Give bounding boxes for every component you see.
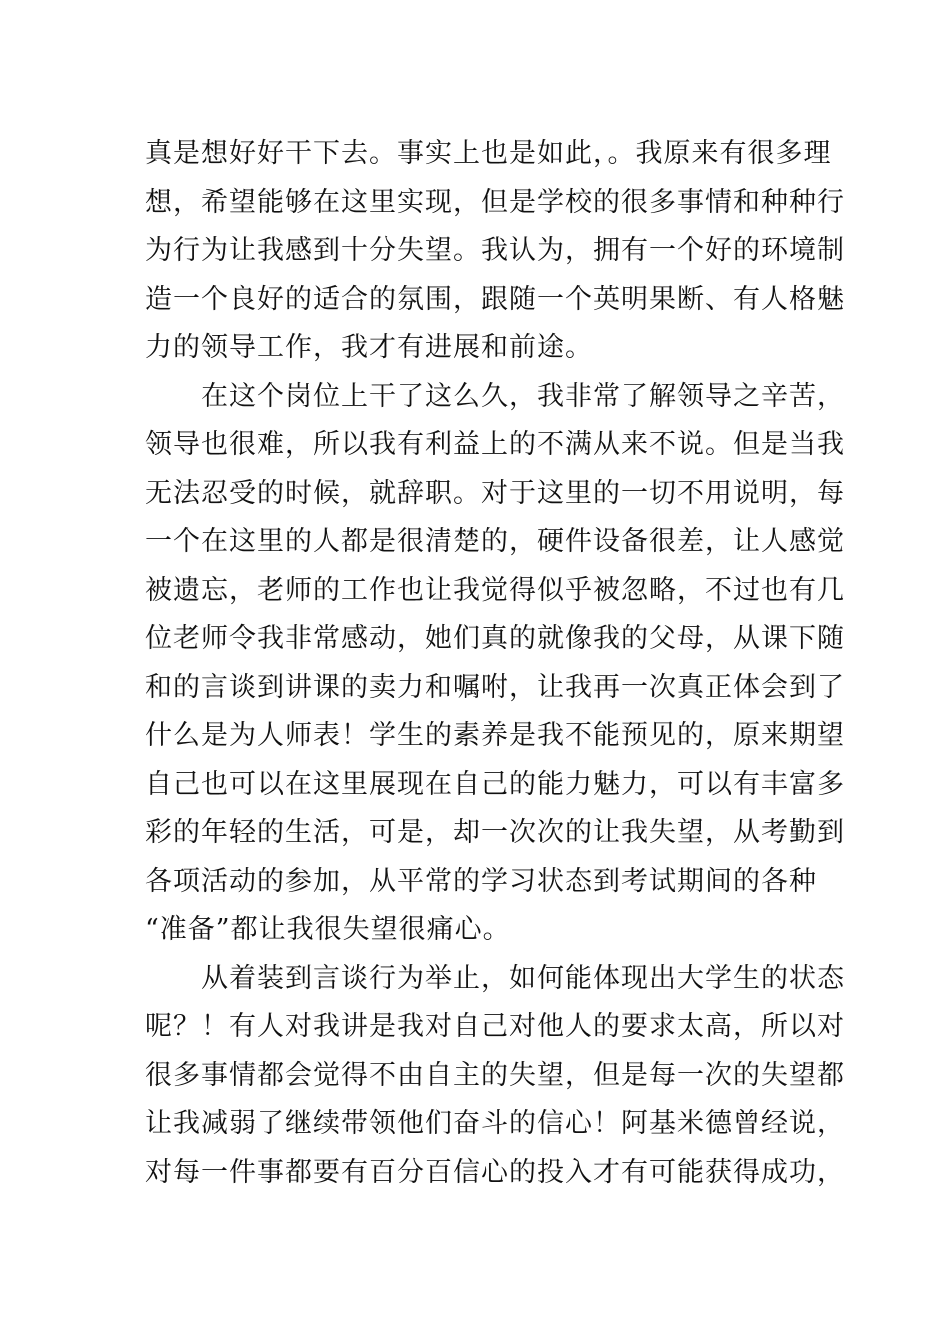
text-line: 被遗忘，老师的工作也让我觉得似乎被忽略，不过也有几: [145, 574, 845, 606]
text-line: 对每一件事都要有百分百信心的投入才有可能获得成功，: [145, 1156, 845, 1188]
text-line: 一个在这里的人都是很清楚的，硬件设备很差，让人感觉: [145, 526, 845, 557]
text-line: 什么是为人师表！学生的素养是我不能预见的，原来期望: [145, 720, 845, 751]
text-line: 很多事情都会觉得不由自主的失望，但是每一次的失望都: [145, 1059, 845, 1091]
document-body: [145, 130, 845, 1197]
text-line: “准备”都让我很失望很痛心。: [145, 914, 511, 945]
text-line: 彩的年轻的生活，可是，却一次次的让我失望，从考勤到: [145, 817, 845, 848]
text-line: 为行为让我感到十分失望。我认为，拥有一个好的环境制: [145, 235, 845, 266]
text-line: 各项活动的参加，从平常的学习状态到考试期间的各种: [145, 865, 817, 897]
text-line: 自己也可以在这里展现在自己的能力魅力，可以有丰富多: [145, 768, 845, 800]
text-line: 位老师令我非常感动，她们真的就像我的父母，从课下随: [145, 623, 845, 654]
text-line: 和的言谈到讲课的卖力和嘱咐，让我再一次真正体会到了: [145, 671, 845, 703]
text-line: 让我减弱了继续带领他们奋斗的信心！阿基米德曾经说，: [145, 1108, 845, 1139]
text-line: 呢？！有人对我讲是我对自己对他人的要求太高，所以对: [145, 1011, 845, 1042]
paragraph-3: [145, 955, 845, 1198]
text-line: 从着装到言谈行为举止，如何能体现出大学生的状态: [201, 962, 845, 994]
text-line: 领导也很难，所以我有利益上的不满从来不说。但是当我: [145, 429, 845, 460]
text-line: 无法忍受的时候，就辞职。对于这里的一切不用说明，每: [145, 477, 845, 509]
text-line: 造一个良好的适合的氛围，跟随一个英明果断、有人格魅: [145, 283, 845, 315]
paragraph-1: [145, 130, 845, 373]
text-line: 真是想好好干下去。事实上也是如此，。我原来有很多理: [145, 138, 832, 169]
text-line: 力的领导工作，我才有进展和前途。: [145, 332, 593, 363]
paragraph-2: [145, 373, 845, 955]
text-line: 想，希望能够在这里实现，但是学校的很多事情和种种行: [145, 186, 845, 218]
text-line: 在这个岗位上干了这么久，我非常了解领导之辛苦，: [201, 380, 845, 412]
